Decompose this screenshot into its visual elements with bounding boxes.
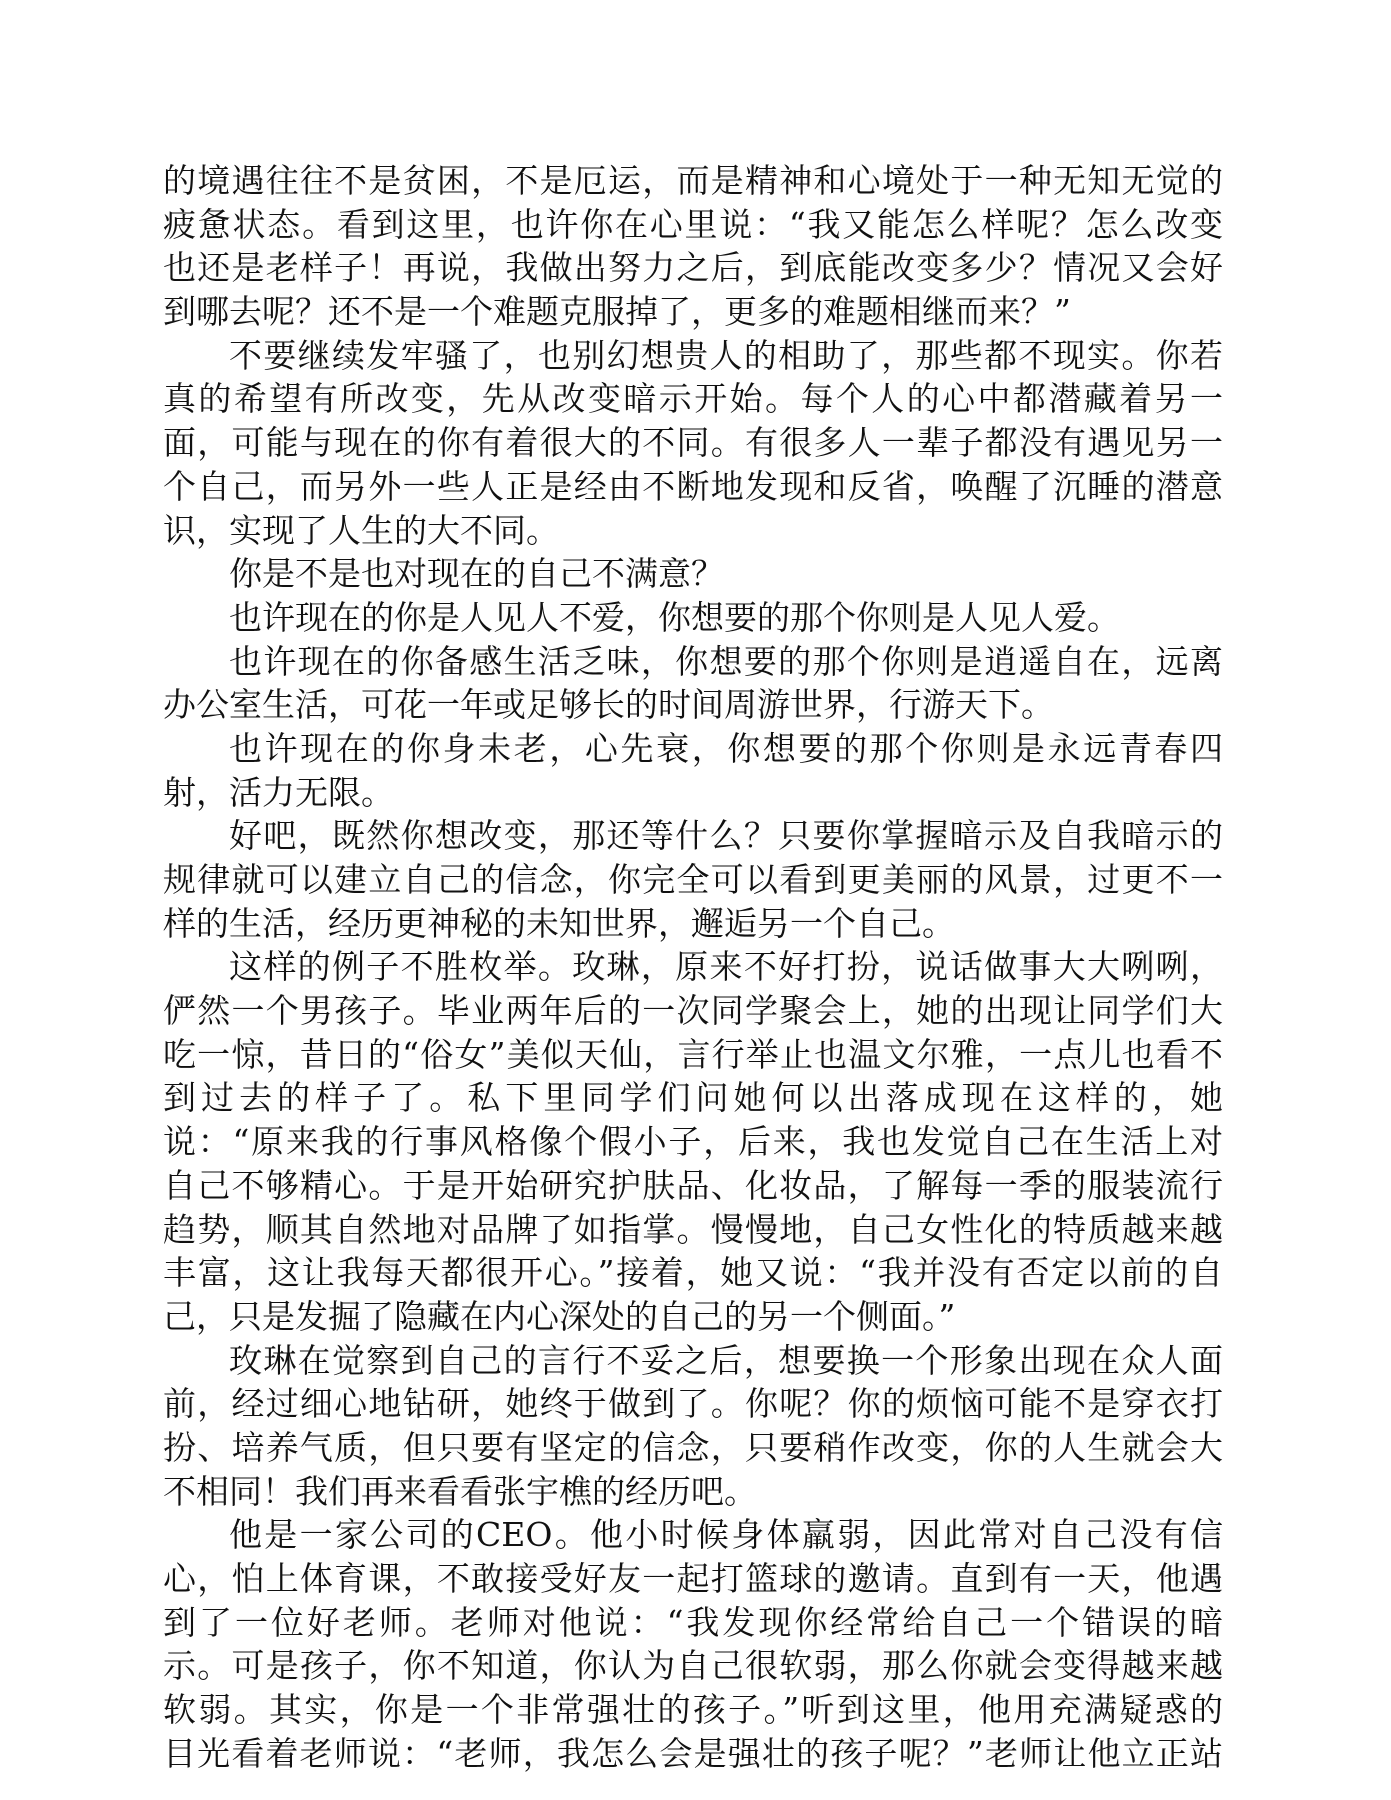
text-line: 示。可是孩子，你不知道，你认为自己很软弱，那么你就会变得越来越 — [163, 1646, 1223, 1686]
text-line: 自己不够精心。于是开始研究护肤品、化妆品，了解每一季的服装流行 — [163, 1165, 1223, 1205]
text-line: 好吧，既然你想改变，那还等什么？只要你掌握暗示及自我暗示的 — [229, 816, 1223, 856]
text-line: 样的生活，经历更神秘的未知世界，邂逅另一个自己。 — [163, 903, 955, 943]
text-line: 软弱。其实，你是一个非常强壮的孩子。”听到这里，他用充满疑惑的 — [163, 1690, 1223, 1730]
text-line: 你是不是也对现在的自己不满意？ — [229, 554, 724, 594]
text-line: 趋势，顺其自然地对品牌了如指掌。慢慢地，自己女性化的特质越来越 — [163, 1209, 1223, 1249]
text-line: 也许现在的你备感生活乏味，你想要的那个你则是逍遥自在，远离 — [229, 641, 1223, 681]
text-line: 也许现在的你身未老，心先衰，你想要的那个你则是永远青春四 — [229, 728, 1223, 768]
text-line: 识，实现了人生的大不同。 — [163, 510, 559, 550]
text-line: 玫琳在觉察到自己的言行不妥之后，想要换一个形象出现在众人面 — [229, 1340, 1223, 1380]
text-line: 吃一惊，昔日的“俗女”美似天仙，言行举止也温文尔雅，一点儿也看不 — [163, 1034, 1223, 1074]
text-line: 心，怕上体育课，不敢接受好友一起打篮球的邀请。直到有一天，他遇 — [163, 1559, 1223, 1598]
text-line: 规律就可以建立自己的信念，你完全可以看到更美丽的风景，过更不一 — [163, 860, 1223, 899]
text-line: 不要继续发牢骚了，也别幻想贵人的相助了，那些都不现实。你若 — [229, 335, 1223, 375]
text-line: 面，可能与现在的你有着很大的不同。有很多人一辈子都没有遇见另一 — [163, 423, 1223, 463]
text-line: 不相同！我们再来看看张宇樵的经历吧。 — [163, 1471, 757, 1511]
text-line: 他是一家公司的CEO。他小时候身体羸弱，因此常对自己没有信 — [229, 1515, 1223, 1555]
text-line: 前，经过细心地钻研，她终于做到了。你呢？你的烦恼可能不是穿衣打 — [163, 1384, 1223, 1424]
text-line: 到了一位好老师。老师对他说：“我发现你经常给自己一个错误的暗 — [163, 1602, 1223, 1642]
text-line: 丰富，这让我每天都很开心。”接着，她又说：“我并没有否定以前的自 — [163, 1253, 1223, 1293]
text-line: 到哪去呢？还不是一个难题克服掉了，更多的难题相继而来？” — [163, 292, 1071, 332]
text-line: 的境遇往往不是贫困，不是厄运，而是精神和心境处于一种无知无觉的 — [163, 161, 1223, 200]
text-line: 己，只是发掘了隐藏在内心深处的自己的另一个侧面。” — [163, 1296, 956, 1336]
text-line: 说：“原来我的行事风格像个假小子，后来，我也发觉自己在生活上对 — [163, 1122, 1223, 1162]
text-line: 真的希望有所改变，先从改变暗示开始。每个人的心中都潜藏着另一 — [163, 379, 1223, 419]
text-line: 也许现在的你是人见人不爱，你想要的那个你则是人见人爱。 — [229, 597, 1120, 637]
text-line: 也还是老样子！再说，我做出努力之后，到底能改变多少？情况又会好 — [163, 248, 1223, 288]
text-line: 扮、培养气质，但只要有坚定的信念，只要稍作改变，你的人生就会大 — [163, 1427, 1223, 1467]
text-line: 到过去的样子了。私下里同学们问她何以出落成现在这样的，她 — [163, 1078, 1223, 1118]
text-line: 射，活力无限。 — [163, 772, 394, 812]
text-line: 疲惫状态。看到这里，也许你在心里说：“我又能怎么样呢？怎么改变 — [163, 204, 1223, 244]
body-text — [163, 159, 1223, 1775]
text-line: 目光看着老师说：“老师，我怎么会是强壮的孩子呢？”老师让他立正站 — [163, 1733, 1223, 1773]
text-line: 俨然一个男孩子。毕业两年后的一次同学聚会上，她的出现让同学们大 — [163, 991, 1223, 1031]
text-line: 个自己，而另外一些人正是经由不断地发现和反省，唤醒了沉睡的潜意 — [163, 466, 1223, 506]
text-line: 这样的例子不胜枚举。玫琳，原来不好打扮，说话做事大大咧咧， — [229, 947, 1223, 987]
text-line: 办公室生活，可花一年或足够长的时间周游世界，行游天下。 — [163, 685, 1054, 725]
